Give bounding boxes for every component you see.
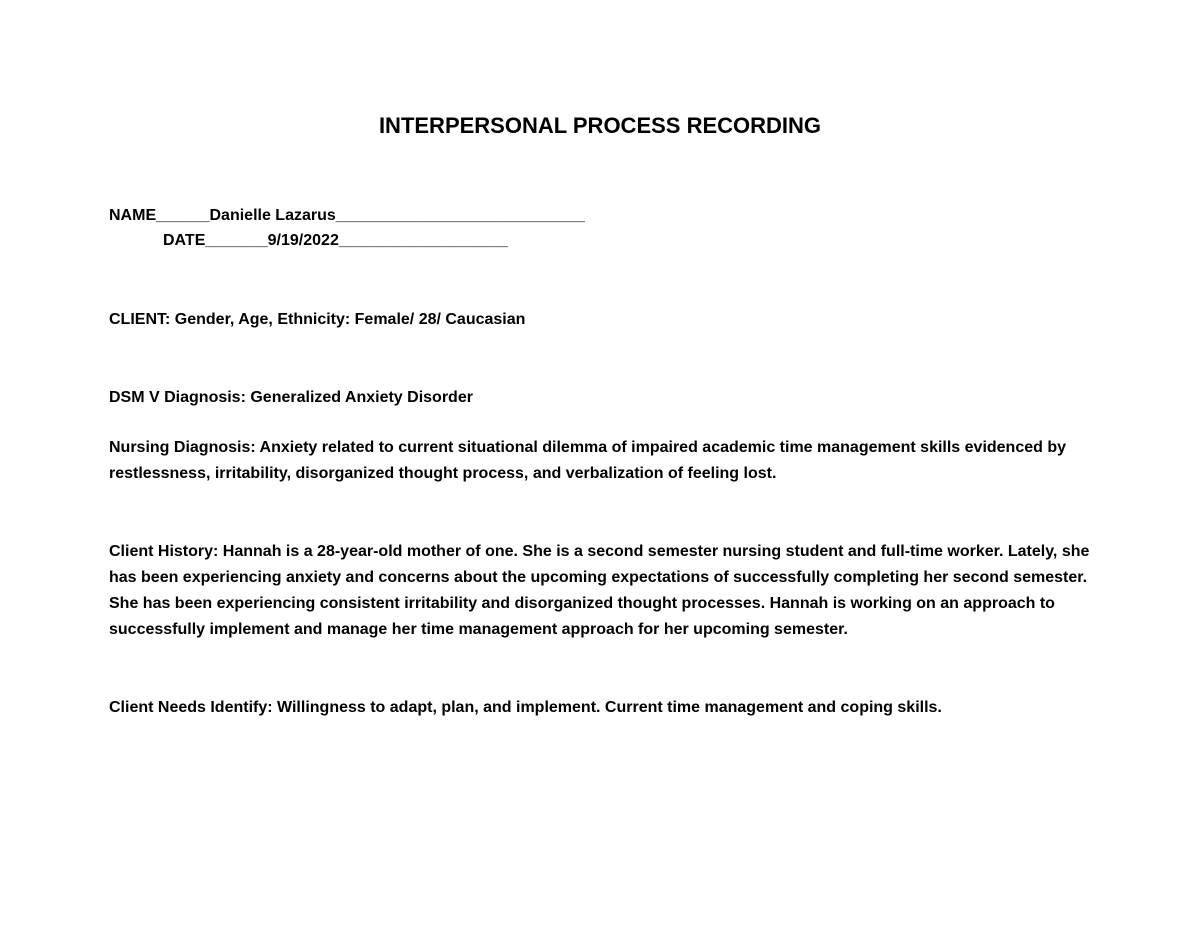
dsm-diagnosis-line: DSM V Diagnosis: Generalized Anxiety Disorder bbox=[109, 389, 473, 406]
client-history-paragraph: Client History: Hannah is a 28-year-old mother of one. She is a second semester nursing student and full-time worker. Lately, she has been experiencing anxiety and concerns about the upcoming expectations of successfully completing her second semester. She has been experiencing consistent irritability and disorganized thought processes. Hannah is working on an approach to successfully implement and manage her time management approach for her upcoming semester. bbox=[109, 543, 1090, 638]
client-needs-paragraph: Client Needs Identify: Willingness to adapt, plan, and implement. Current time management and coping skills. bbox=[109, 699, 942, 716]
nursing-diagnosis-paragraph: Nursing Diagnosis: Anxiety related to current situational dilemma of impaired academic time management skills evidenced by restlessness, irritability, disorganized thought process, and verbalization of feeling lost. bbox=[109, 439, 1067, 482]
client-line: CLIENT: Gender, Age, Ethnicity: Female/ 28/ Caucasian bbox=[109, 311, 526, 328]
name-line: NAME______Danielle Lazarus____________________________ bbox=[109, 207, 585, 224]
date-line: DATE_______9/19/2022___________________ bbox=[163, 232, 508, 249]
document-title: INTERPERSONAL PROCESS RECORDING bbox=[378, 113, 822, 138]
